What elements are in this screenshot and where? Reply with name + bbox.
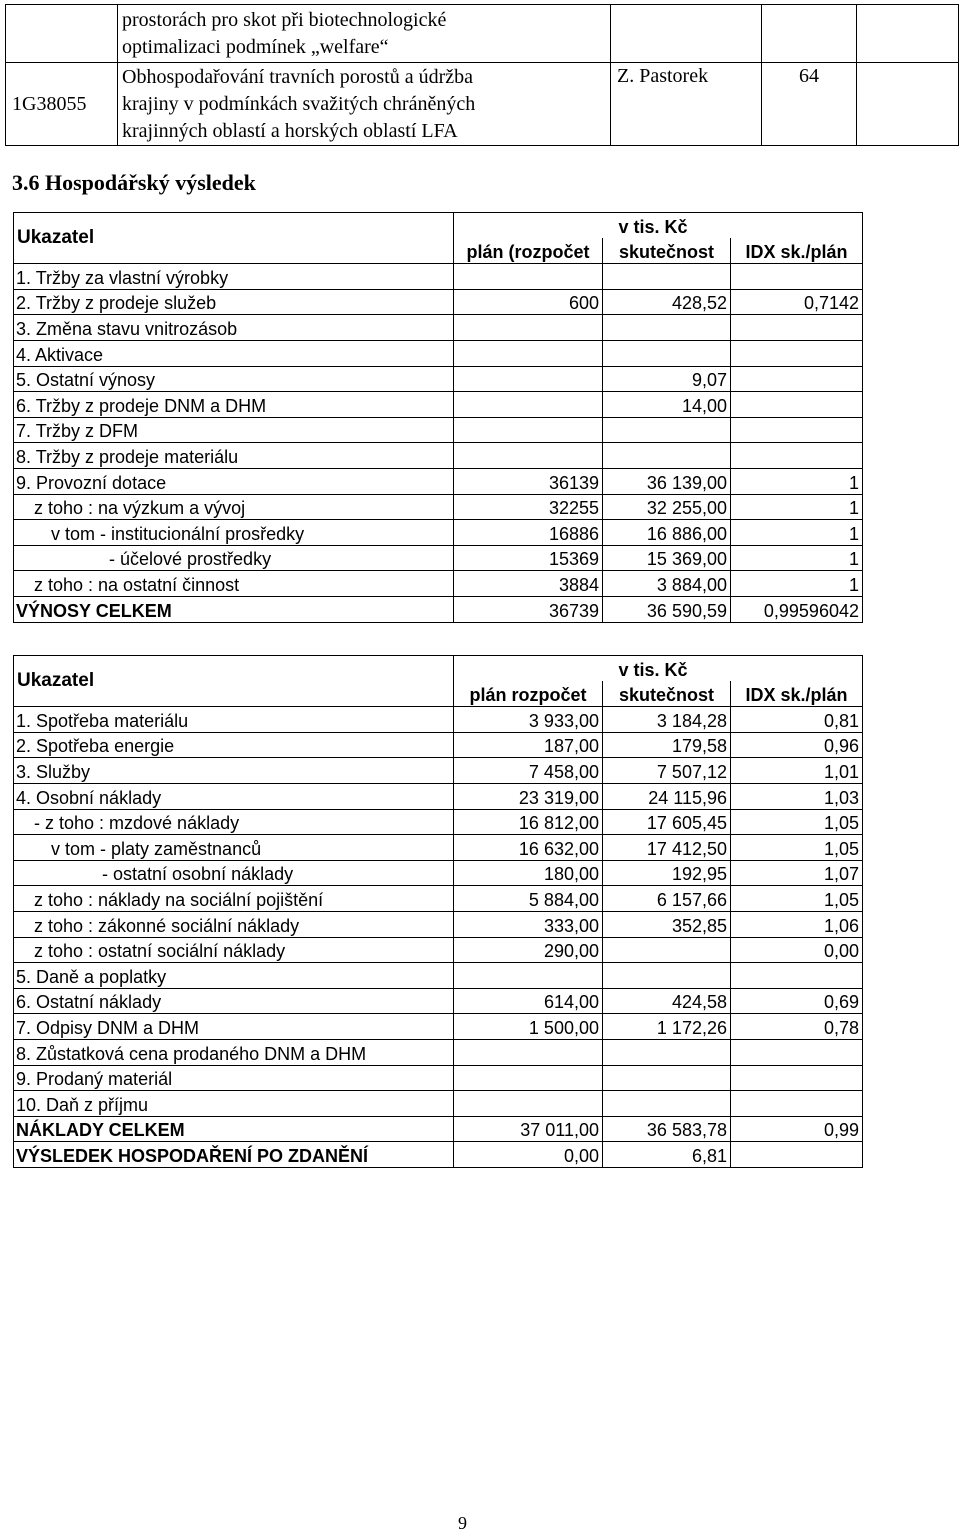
cost-row-actual (603, 1065, 731, 1091)
revenue-row-idx (731, 392, 863, 418)
cost-row (14, 732, 863, 758)
revenue-row-label: 5. Ostatní výnosy (14, 366, 454, 392)
revenue-row-actual: 32 255,00 (603, 494, 731, 520)
cost-row-actual: 6,81 (603, 1142, 731, 1168)
project-title-line: krajinných oblastí a horských oblastí LFA (122, 119, 458, 142)
responsible-name: Z. Pastorek (617, 65, 709, 87)
extra-cell-empty (857, 5, 959, 63)
cost-row-label: 10. Daň z příjmu (14, 1091, 454, 1117)
cost-row-plan: 333,00 (454, 911, 603, 937)
cost-row-label: z toho : náklady na sociální pojištění (14, 886, 454, 912)
revenue-header-blank (731, 213, 863, 239)
cost-row-idx: 1,03 (731, 783, 863, 809)
revenue-row-idx (731, 443, 863, 469)
section-heading: 3.6 Hospodářský výsledek (12, 170, 256, 195)
revenue-row-plan (454, 366, 603, 392)
cost-row-idx: 1,01 (731, 758, 863, 784)
cost-row-label: 6. Ostatní náklady (14, 988, 454, 1014)
revenue-row (14, 443, 863, 469)
cost-row (14, 963, 863, 989)
revenue-row-actual: 428,52 (603, 289, 731, 315)
cost-table (13, 655, 863, 1168)
cost-header-idx: IDX sk./plán (731, 681, 863, 707)
project-value-cell (762, 63, 857, 146)
cost-row-actual: 1 172,26 (603, 1014, 731, 1040)
project-title-line: Obhospodařování travních porostů a údržba (122, 65, 474, 88)
cost-row (14, 809, 863, 835)
cost-row-idx: 1,05 (731, 886, 863, 912)
cost-row-label: z toho : ostatní sociální náklady (14, 937, 454, 963)
cost-header-blank (731, 656, 863, 682)
revenue-row-label: 1. Tržby za vlastní výrobky (14, 264, 454, 290)
revenue-row-label: z toho : na výzkum a vývoj (14, 494, 454, 520)
cost-row (14, 1142, 863, 1168)
revenue-row-label: 7. Tržby z DFM (14, 417, 454, 443)
project-title-prev (118, 5, 611, 63)
cost-row-actual: 24 115,96 (603, 783, 731, 809)
cost-rows (14, 707, 863, 1168)
cost-header-plan: plán rozpočet (454, 681, 603, 707)
revenue-rows (14, 264, 863, 622)
revenue-row-idx (731, 264, 863, 290)
revenue-row-idx (731, 366, 863, 392)
project-title-line: krajiny v podmínkách svažitých chráněných (122, 92, 476, 115)
revenue-row (14, 340, 863, 366)
cost-row-idx: 0,00 (731, 937, 863, 963)
cost-row-plan: 7 458,00 (454, 758, 603, 784)
cost-row-plan (454, 1091, 603, 1117)
cost-row-plan: 5 884,00 (454, 886, 603, 912)
revenue-row (14, 596, 863, 622)
revenue-row-idx: 1 (731, 545, 863, 571)
cost-row-label: 7. Odpisy DNM a DHM (14, 1014, 454, 1040)
revenue-row-actual: 15 369,00 (603, 545, 731, 571)
revenue-row-actual (603, 417, 731, 443)
project-code-cell (6, 63, 118, 146)
cost-row (14, 860, 863, 886)
cost-row-plan: 180,00 (454, 860, 603, 886)
cost-row-idx: 0,81 (731, 707, 863, 733)
revenue-row-label: VÝNOSY CELKEM (14, 596, 454, 622)
revenue-row-label: 9. Provozní dotace (14, 468, 454, 494)
cost-row-idx (731, 1065, 863, 1091)
revenue-row-label: - účelové prostředky (14, 545, 454, 571)
revenue-header-idx: IDX sk./plán (731, 238, 863, 264)
revenue-row (14, 545, 863, 571)
cost-row-idx: 1,05 (731, 809, 863, 835)
cost-row-label: 1. Spotřeba materiálu (14, 707, 454, 733)
revenue-row-plan: 36139 (454, 468, 603, 494)
revenue-row-plan: 32255 (454, 494, 603, 520)
cost-row-idx (731, 1039, 863, 1065)
revenue-row (14, 366, 863, 392)
revenue-row-plan (454, 443, 603, 469)
cost-row-label: - ostatní osobní náklady (14, 860, 454, 886)
cost-header-actual: skutečnost (603, 681, 731, 707)
cost-row-label: NÁKLADY CELKEM (14, 1116, 454, 1142)
cost-row-label: v tom - platy zaměstnanců (14, 835, 454, 861)
cost-row-idx: 1,06 (731, 911, 863, 937)
revenue-row (14, 264, 863, 290)
cost-row-label: - z toho : mzdové náklady (14, 809, 454, 835)
revenue-row (14, 468, 863, 494)
revenue-row-plan: 15369 (454, 545, 603, 571)
revenue-row (14, 417, 863, 443)
revenue-row (14, 289, 863, 315)
cost-row (14, 886, 863, 912)
revenue-row-actual: 3 884,00 (603, 571, 731, 597)
revenue-row-plan (454, 340, 603, 366)
cost-row-plan: 187,00 (454, 732, 603, 758)
cost-row-plan: 614,00 (454, 988, 603, 1014)
cost-row-actual: 352,85 (603, 911, 731, 937)
cost-row (14, 835, 863, 861)
revenue-row (14, 520, 863, 546)
revenue-row-actual (603, 264, 731, 290)
cost-header-blank (454, 656, 603, 682)
cost-row (14, 937, 863, 963)
cost-row (14, 1116, 863, 1142)
cost-row (14, 1014, 863, 1040)
cost-row-label: 3. Služby (14, 758, 454, 784)
extra-cell-empty (857, 63, 959, 146)
revenue-row-label: 8. Tržby z prodeje materiálu (14, 443, 454, 469)
cost-row (14, 911, 863, 937)
cost-row-idx: 1,07 (731, 860, 863, 886)
project-table (5, 4, 959, 146)
cost-row-plan (454, 963, 603, 989)
revenue-row-actual: 14,00 (603, 392, 731, 418)
revenue-row-actual (603, 443, 731, 469)
revenue-row (14, 392, 863, 418)
project-title-prev-line: prostorách pro skot při biotechnologické (122, 8, 447, 31)
responsible-cell (611, 63, 762, 146)
revenue-row (14, 571, 863, 597)
revenue-row-label: 4. Aktivace (14, 340, 454, 366)
revenue-row (14, 494, 863, 520)
revenue-header-blank (454, 213, 603, 239)
cost-header-row-1 (14, 656, 863, 682)
cost-row-label: 2. Spotřeba energie (14, 732, 454, 758)
cost-row-plan: 16 632,00 (454, 835, 603, 861)
project-title-prev-line: optimalizaci podmínek „welfare“ (122, 35, 389, 58)
cost-row-plan (454, 1039, 603, 1065)
revenue-header-actual: skutečnost (603, 238, 731, 264)
cost-row-idx (731, 1142, 863, 1168)
revenue-row-idx (731, 340, 863, 366)
cost-row (14, 707, 863, 733)
cost-row-plan: 23 319,00 (454, 783, 603, 809)
cost-row-plan: 37 011,00 (454, 1116, 603, 1142)
cost-row-idx: 0,78 (731, 1014, 863, 1040)
revenue-header-row-1 (14, 213, 863, 239)
revenue-table (13, 212, 863, 623)
revenue-row-plan: 3884 (454, 571, 603, 597)
revenue-row-actual: 36 590,59 (603, 596, 731, 622)
cost-row (14, 1039, 863, 1065)
cost-row-label: 4. Osobní náklady (14, 783, 454, 809)
cost-row-idx: 0,96 (731, 732, 863, 758)
cost-row-plan: 290,00 (454, 937, 603, 963)
revenue-row-idx: 1 (731, 468, 863, 494)
cost-row-plan (454, 1065, 603, 1091)
cost-row-actual: 192,95 (603, 860, 731, 886)
cost-row-actual: 17 412,50 (603, 835, 731, 861)
cost-row (14, 1091, 863, 1117)
cost-row-idx: 0,69 (731, 988, 863, 1014)
project-title (118, 63, 611, 146)
revenue-row (14, 315, 863, 341)
revenue-row-label: 2. Tržby z prodeje služeb (14, 289, 454, 315)
cost-row-actual (603, 937, 731, 963)
project-id-cell-empty (6, 5, 118, 63)
cost-row-actual: 7 507,12 (603, 758, 731, 784)
cost-row (14, 758, 863, 784)
cost-row-label: 9. Prodaný materiál (14, 1065, 454, 1091)
cost-row-label: 8. Zůstatková cena prodaného DNM a DHM (14, 1039, 454, 1065)
revenue-row-actual (603, 315, 731, 341)
cost-row-label: z toho : zákonné sociální náklady (14, 911, 454, 937)
revenue-row-actual: 36 139,00 (603, 468, 731, 494)
cost-row-idx (731, 1091, 863, 1117)
page-number: 9 (458, 1513, 467, 1532)
project-code: 1G38055 (12, 92, 87, 115)
project-value: 64 (799, 65, 819, 87)
revenue-row-idx (731, 417, 863, 443)
cost-row-label: 5. Daně a poplatky (14, 963, 454, 989)
value-cell-empty (762, 5, 857, 63)
cost-row-actual: 3 184,28 (603, 707, 731, 733)
revenue-row-idx: 1 (731, 494, 863, 520)
cost-row-actual: 36 583,78 (603, 1116, 731, 1142)
cost-row (14, 1065, 863, 1091)
cost-row-idx: 0,99 (731, 1116, 863, 1142)
revenue-row-actual: 16 886,00 (603, 520, 731, 546)
cost-row-plan: 16 812,00 (454, 809, 603, 835)
cost-row-actual: 6 157,66 (603, 886, 731, 912)
cost-row-actual (603, 1091, 731, 1117)
revenue-row-idx (731, 315, 863, 341)
revenue-row-plan: 36739 (454, 596, 603, 622)
revenue-row-idx: 1 (731, 571, 863, 597)
revenue-row-idx: 0,99596042 (731, 596, 863, 622)
cost-header-unit: v tis. Kč (603, 656, 731, 682)
cost-header-label: Ukazatel (14, 656, 454, 707)
cost-row-plan: 3 933,00 (454, 707, 603, 733)
cost-row-actual (603, 1039, 731, 1065)
cost-row-plan: 0,00 (454, 1142, 603, 1168)
revenue-header-label: Ukazatel (14, 213, 454, 264)
revenue-row-label: v tom - institucionální prosředky (14, 520, 454, 546)
cost-row (14, 988, 863, 1014)
revenue-row-plan (454, 392, 603, 418)
revenue-header-plan: plán (rozpočet (454, 238, 603, 264)
cost-row-plan: 1 500,00 (454, 1014, 603, 1040)
revenue-row-idx: 1 (731, 520, 863, 546)
revenue-row-plan: 16886 (454, 520, 603, 546)
revenue-row-actual: 9,07 (603, 366, 731, 392)
cost-row-actual: 17 605,45 (603, 809, 731, 835)
revenue-row-label: 6. Tržby z prodeje DNM a DHM (14, 392, 454, 418)
cost-row-actual: 179,58 (603, 732, 731, 758)
revenue-row-plan (454, 417, 603, 443)
revenue-header-unit: v tis. Kč (603, 213, 731, 239)
cost-row-idx (731, 963, 863, 989)
cost-row-actual: 424,58 (603, 988, 731, 1014)
responsible-cell-empty (611, 5, 762, 63)
revenue-row-label: 3. Změna stavu vnitrozásob (14, 315, 454, 341)
revenue-row-plan: 600 (454, 289, 603, 315)
cost-row-label: VÝSLEDEK HOSPODAŘENÍ PO ZDANĚNÍ (14, 1142, 454, 1168)
cost-row (14, 783, 863, 809)
revenue-row-idx: 0,7142 (731, 289, 863, 315)
revenue-row-actual (603, 340, 731, 366)
cost-row-idx: 1,05 (731, 835, 863, 861)
cost-row-actual (603, 963, 731, 989)
revenue-row-label: z toho : na ostatní činnost (14, 571, 454, 597)
revenue-row-plan (454, 264, 603, 290)
revenue-row-plan (454, 315, 603, 341)
